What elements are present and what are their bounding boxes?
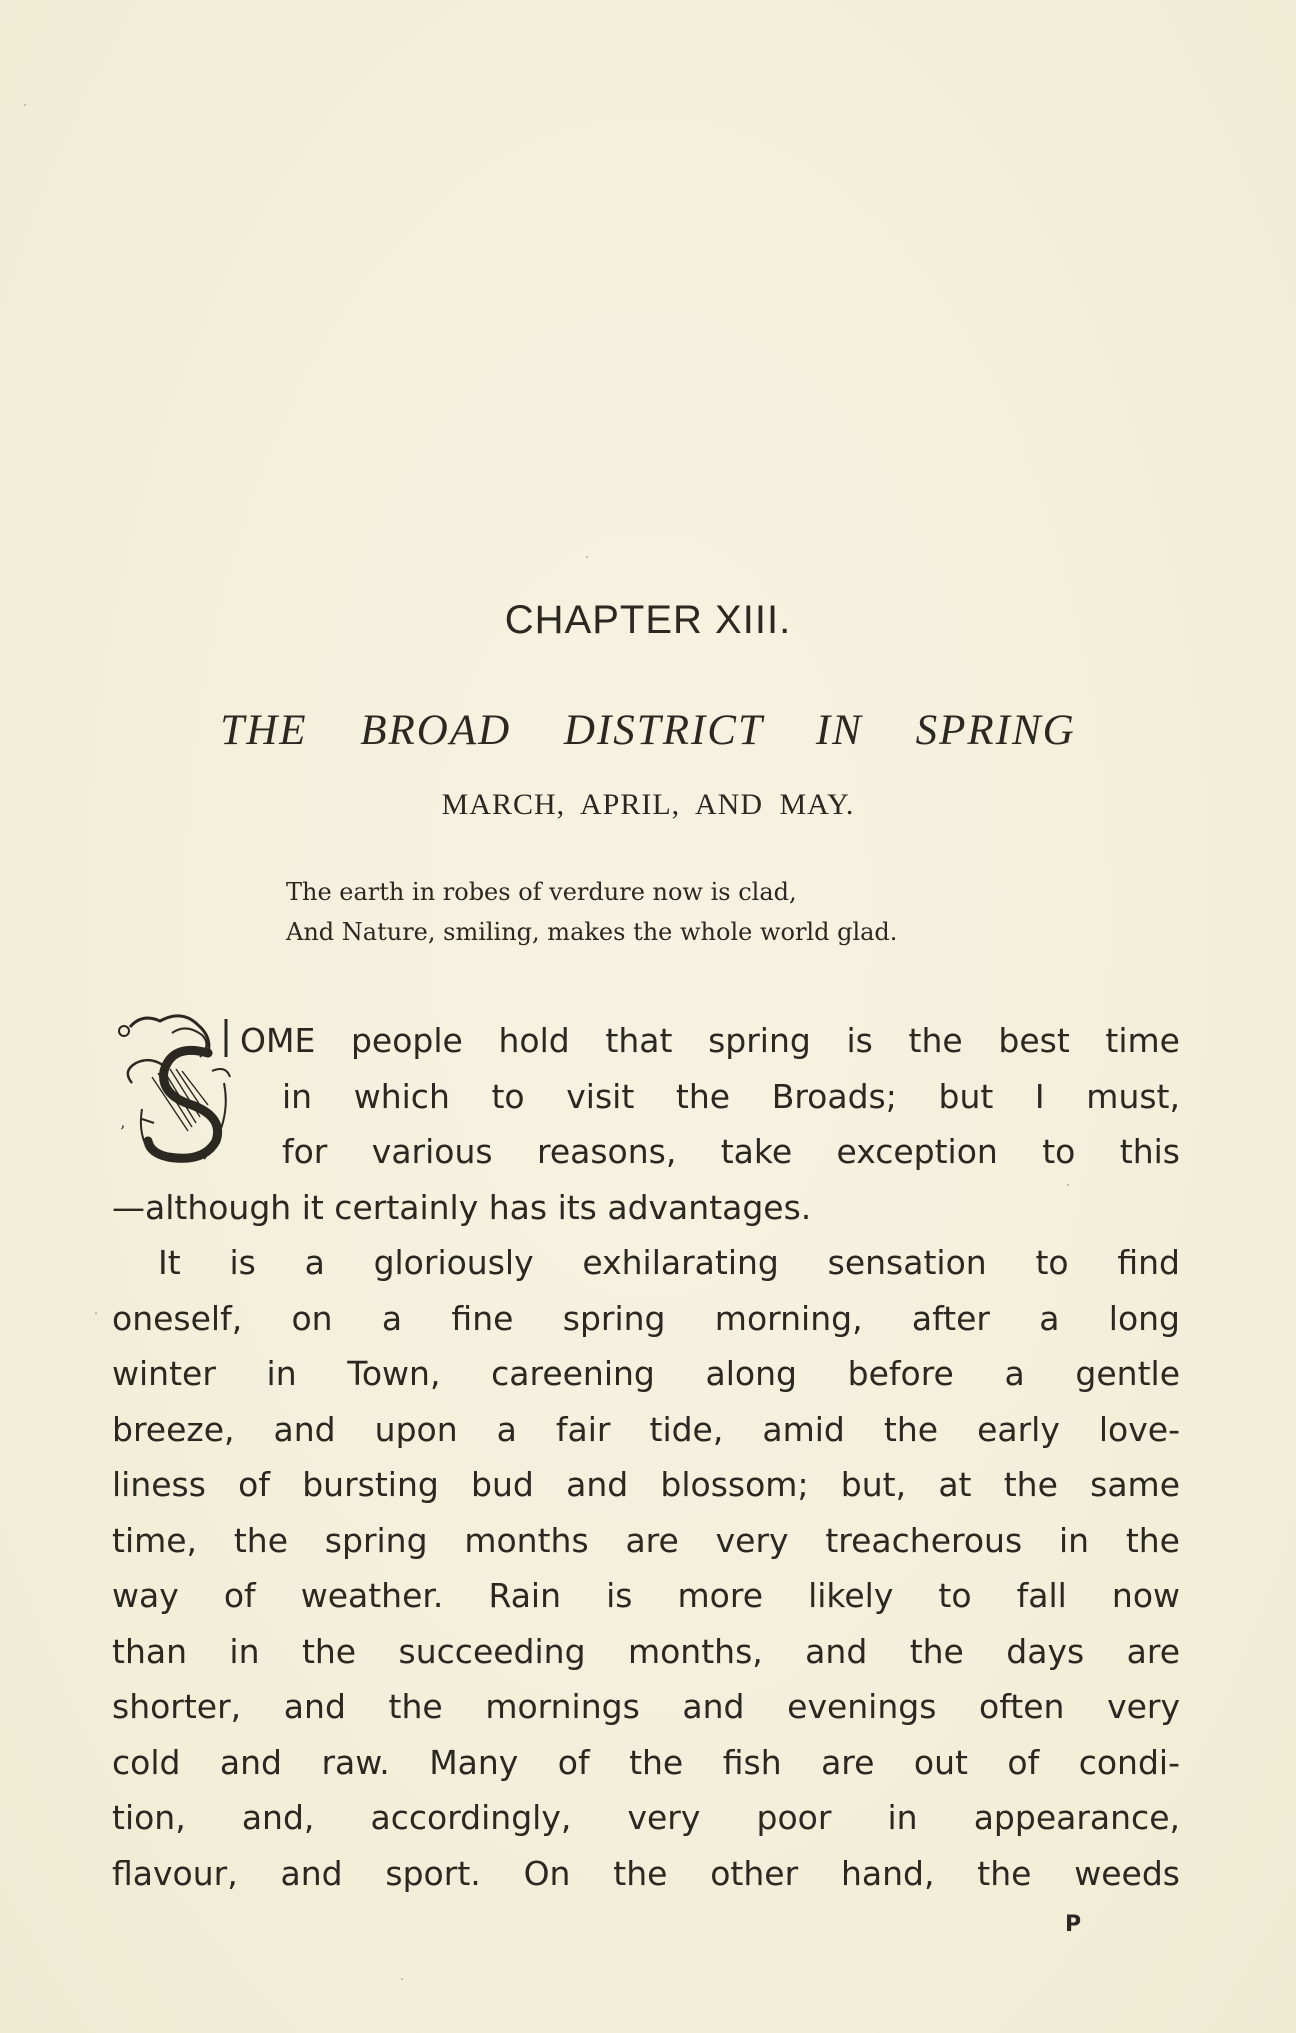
text-line: time, the spring months are very treacherous in the bbox=[112, 1520, 1180, 1560]
text-line: oneself, on a fine spring morning, after a long bbox=[112, 1298, 1180, 1338]
text-line: —although it certainly has its advantages. bbox=[112, 1187, 812, 1227]
svg-text:’: ’ bbox=[120, 1122, 126, 1141]
text-line: OME people hold that spring is the best time bbox=[240, 1021, 1180, 1060]
text-line: cold and raw. Many of the fish are out of condi- bbox=[112, 1742, 1180, 1782]
body-text bbox=[112, 1013, 1180, 1901]
signature-mark: P bbox=[1065, 1912, 1082, 1937]
paper-speck bbox=[24, 104, 26, 106]
text-line: way of weather. Rain is more likely to fall now bbox=[112, 1576, 1180, 1615]
text-line: winter in Town, careening along before a gentle bbox=[112, 1354, 1180, 1393]
text-line: than in the succeeding months, and the days are bbox=[112, 1631, 1180, 1671]
paper-speck bbox=[586, 556, 588, 558]
text-line: shorter, and the mornings and evenings often very bbox=[112, 1687, 1180, 1726]
paper-speck bbox=[95, 1312, 97, 1314]
text-line: flavour, and sport. On the other hand, the weeds bbox=[112, 1853, 1180, 1893]
text-line: breeze, and upon a fair tide, amid the early love- bbox=[112, 1409, 1180, 1449]
chapter-subtitle: MARCH, APRIL, AND MAY. bbox=[441, 788, 855, 821]
text-line: liness of bursting bud and blossom; but, at the same bbox=[112, 1465, 1180, 1504]
chapter-title: THE BROAD DISTRICT IN SPRING bbox=[220, 707, 1076, 754]
text-line: It is a gloriously exhilarating sensation to find bbox=[158, 1243, 1180, 1282]
text-line: in which to visit the Broads; but I must, bbox=[282, 1076, 1180, 1116]
text-line: tion, and, accordingly, very poor in appearance, bbox=[112, 1798, 1180, 1837]
epigraph bbox=[286, 872, 1086, 952]
text-line: for various reasons, take exception to this bbox=[282, 1132, 1180, 1171]
epigraph-line: And Nature, smiling, makes the whole world glad. bbox=[286, 918, 898, 946]
paper-speck bbox=[1067, 1184, 1069, 1186]
chapter-heading: CHAPTER XIII. bbox=[504, 598, 792, 642]
epigraph-line: The earth in robes of verdure now is clad, bbox=[286, 878, 797, 906]
paper-speck bbox=[401, 1978, 403, 1980]
